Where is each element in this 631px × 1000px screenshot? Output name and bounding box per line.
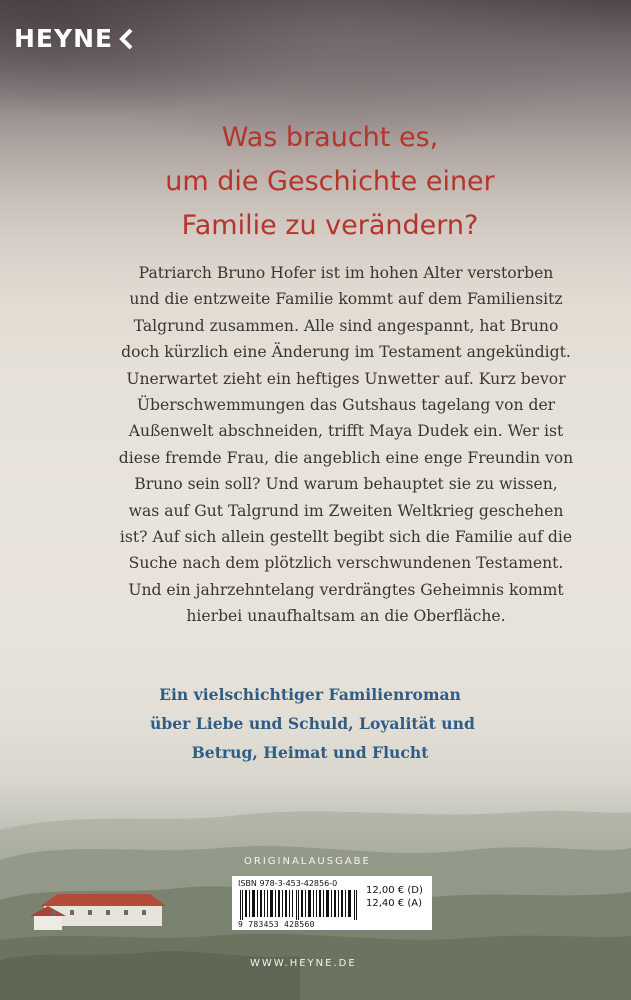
blurb-line: was auf Gut Talgrund im Zweiten Weltkrieg geschehen xyxy=(128,501,564,520)
blurb-text xyxy=(96,260,596,630)
headline-line: Was braucht es, xyxy=(221,122,439,153)
isbn-text: ISBN 978-3-453-42856-0 xyxy=(238,879,338,888)
headline-line: um die Geschichte einer xyxy=(165,166,495,197)
blurb-line: doch kürzlich eine Änderung im Testament angekündigt. xyxy=(121,343,571,362)
tagline-line: Ein vielschichtiger Familienroman xyxy=(159,685,461,704)
blurb-line: Suche nach dem plötzlich verschwundenen Testament. xyxy=(128,554,564,573)
blurb-line: und die entzweite Familie kommt auf dem Familiensitz xyxy=(129,290,563,309)
blurb-line: hierbei unaufhaltsam an die Oberfläche. xyxy=(186,607,506,626)
barcode-bars xyxy=(238,890,360,920)
chevron-left-icon xyxy=(117,27,135,51)
headline xyxy=(120,116,540,248)
barcode-label xyxy=(232,876,432,930)
blurb-line: Unerwartet zieht ein heftiges Unwetter auf. Kurz bevor xyxy=(126,369,566,388)
tagline-line: über Liebe und Schuld, Loyalität und xyxy=(150,714,475,733)
blurb-line: Talgrund zusammen. Alle sind angespannt, hat Bruno xyxy=(133,316,559,335)
blurb-line: Bruno sein soll? Und warum behauptet sie zu wissen, xyxy=(134,475,558,494)
price-germany: 12,00 € (D) xyxy=(366,885,423,896)
publisher-name: HEYNE xyxy=(14,24,114,53)
price-block xyxy=(366,884,423,910)
blurb-line: Überschwemmungen das Gutshaus tagelang von der xyxy=(136,396,556,415)
manor-house xyxy=(30,894,166,930)
tagline-line: Betrug, Heimat und Flucht xyxy=(191,743,429,762)
publisher-website: WWW.HEYNE.DE xyxy=(250,958,357,969)
blurb-line: Patriarch Bruno Hofer ist im hohen Alter verstorben xyxy=(138,264,554,282)
blurb-line: diese fremde Frau, die angeblich eine enge Freundin von xyxy=(118,448,574,467)
barcode-digits: 9 783453 428560 xyxy=(238,920,315,929)
price-austria: 12,40 € (A) xyxy=(366,898,422,909)
blurb-line: ist? Auf sich allein gestellt begibt sich die Familie auf die xyxy=(119,528,573,547)
blurb-line: Und ein jahrzehntelang verdrängtes Geheimnis kommt xyxy=(128,580,564,599)
edition-label: ORIGINALAUSGABE xyxy=(244,856,371,867)
blurb-line: Außenwelt abschneiden, trifft Maya Dudek ein. Wer ist xyxy=(128,422,564,441)
publisher-logo xyxy=(14,24,135,53)
headline-line: Familie zu verändern? xyxy=(181,210,479,241)
tagline xyxy=(150,680,475,767)
